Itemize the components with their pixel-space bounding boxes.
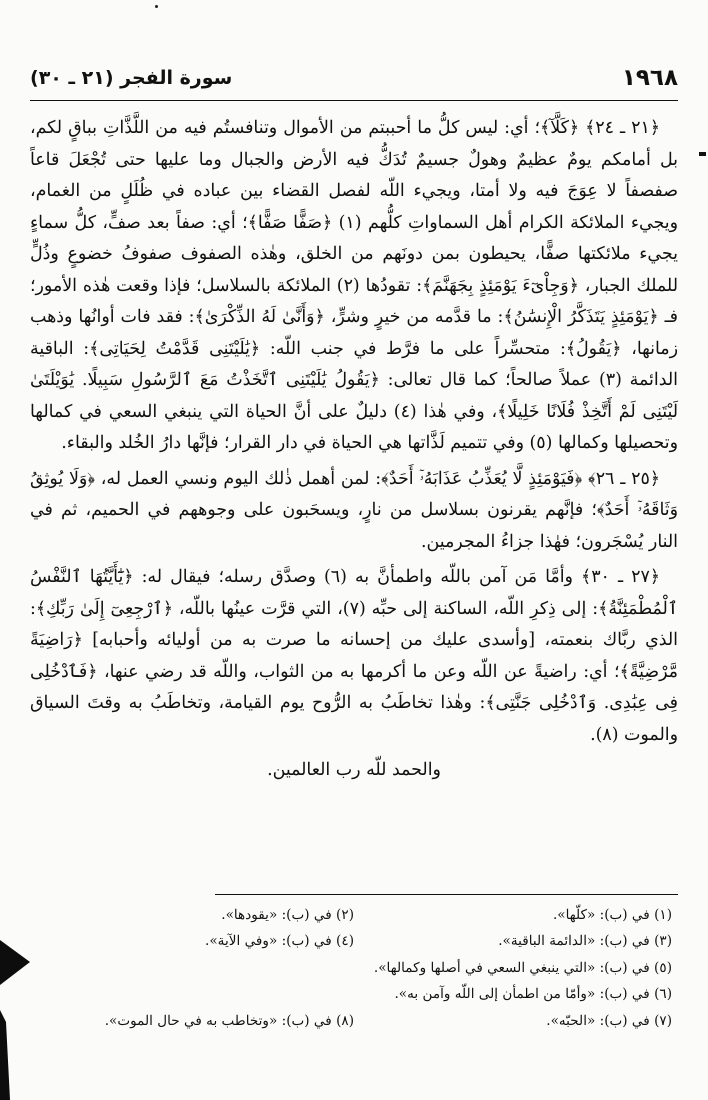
paragraph-verses-27-30: ﴿٢٧ ـ ٣٠﴾ وأمَّا مَن آمن باللّه واطمأنَّ به (٦) وصدَّق رسله؛ فيقال له: ﴿يَٰٓأَيَّتُهَا ٱلنَّفْسُ ٱلْمُطْمَئِنَّةُ﴾: إلى ذِكرِ اللّه، الساكنة إلى حبِّه (٧)، التي قرَّت عينُها باللّه، ﴿ٱرْجِعِىٓ إِلَىٰ رَبِّكِ﴾: الذي ربَّاك بنعمته، [وأسدى عليك من إحسانه ما صرت به من أوليائه وأحبابه] ﴿رَاضِيَةً مَّرْضِيَّةً﴾؛ أي: راضيةً عن اللّه وعن ما أكرمها به من الثواب، واللّه قد رضي عنها، ﴿فَٱدْخُلِى فِى عِبَٰدِى. وَٱدْخُلِى جَنَّتِى﴾: وهٰذا تخاطَبُ به الرُّوح يوم القيامة، وتخاطَبُ به وقتَ السياق والموت (٨). (30, 567, 678, 745)
footnote-7: (٧) في (ب): «الحبّه». (546, 1012, 672, 1029)
surah-title: سورة الفجر (٢١ ـ ٣٠) (30, 67, 233, 89)
commentary-body (30, 113, 678, 787)
closing-line: والحمد للّه رب العالمين. (267, 760, 441, 780)
binding-shadow-lower (0, 1010, 10, 1100)
footnote-3: (٣) في (ب): «الدائمة الباقية». (498, 933, 672, 950)
footnote-4: (٤) في (ب): «وفي الآية». (205, 933, 354, 950)
page-number: ١٩٦٨ (621, 65, 678, 91)
paragraph-verses-21-24: ﴿٢١ ـ ٢٤﴾ ﴿كَلَّآ﴾؛ أي: ليس كلُّ ما أحببتم من الأموال وتنافستُم فيه من اللَّذَّاتِ بباقٍ لكم، بل أمامكم يومٌ عظيمٌ وهولٌ جسيمٌ تُدَكُّ فيه الأرض والجبال وما عليها حتى تُجْعَلَ قاعاً صفصفاً لا عِوَجَ فيه ولا أمتا، ويجيء اللّه لفصل القضاء بين عباده في ظُلَلٍ من الغمام، ويجيء الملائكة الكرام أهل السماواتِ كلُّهم (١) ﴿صَفًّا صَفًّا﴾؛ أي: صفاً بعد صفٍّ، كلُّ سماءٍ يجيء ملائكتها صفًّا، يحيطون بمن دونَهم من الخلق، وهٰذه الصفوف صفوفُ خضوعٍ وذُلٍّ للملك الجبار، ﴿وَجِاْىٓءَ يَوْمَئِذٍ بِجَهَنَّمَ﴾: تقودُها (٢) الملائكة بالسلاسل؛ فإذا وقعت هٰذه الأمور؛ فـ ﴿يَوْمَئِذٍ يَتَذَكَّرُ الْإِنسَٰنُ﴾: ما قدَّمه من خيرٍ وشرٍّ، ﴿وَأَنَّىٰ لَهُ الذِّكْرَىٰ﴾: فقد فات أوانُها وذهب زمانها، ﴿يَقُولُ﴾: متحسِّراً على ما فرَّط في جنب اللّه: ﴿يَٰلَيْتَنِى قَدَّمْتُ لِحَيَاتِى﴾: الباقية الدائمة (٣) عملاً صالحاً؛ كما قال تعالى: ﴿يَقُولُ يَٰلَيْتَنِى ٱتَّخَذْتُ مَعَ ٱلرَّسُولِ سَبِيلًا. يَٰوَيْلَتَىٰ لَيْتَنِى لَمْ أَتَّخِذْ فُلَانًا خَلِيلًا﴾، وفي هٰذا (٤) دليلٌ على أنَّ الحياة التي ينبغي السعي في كمالها وتحصيلها وكمالها (٥) وفي تتميم لَذَّاتها هي الحياة في دار القرار؛ فإنَّها دارُ الخُلد والبقاء. (30, 118, 678, 453)
paragraph-verses-25-26: ﴿٢٥ ـ ٢٦﴾ ﴿فَيَوْمَئِذٍ لَّا يُعَذِّبُ عَذَابَهُۥٓ أَحَدٌ﴾: لمن أهمل ذٰلك اليوم ونسي العمل له، ﴿وَلَا يُوثِقُ وَثَاقَهُۥٓ أَحَدٌ﴾؛ فإنَّهم يقرنون بسلاسل من نارٍ، ويسحَبون على وجوههم في الحميم، ثم في النار يُسْجَرون؛ فهٰذا جزاءُ المجرمين. (30, 468, 678, 552)
footnote-1: (١) في (ب): «كلّها». (552, 907, 672, 923)
footnote-5: (٥) في (ب): «التي ينبغي السعي في أصلها وكمالها». (373, 959, 672, 976)
header-rule (30, 100, 678, 101)
footnote-row (36, 1008, 672, 1034)
page-header (30, 58, 678, 98)
footnote-6: (٦) في (ب): «وأمّا من اطمأن إلى اللّه وآمن به». (394, 986, 672, 1003)
footnote-row (36, 902, 672, 928)
binding-shadow-upper (0, 940, 30, 985)
margin-mark (699, 152, 706, 156)
footnotes (36, 902, 672, 1034)
scan-speck (155, 5, 158, 8)
footnote-8: (٨) في (ب): «وتخاطب به في حال الموت». (104, 1012, 354, 1029)
footnote-row (36, 928, 672, 954)
footnote-rule (215, 894, 678, 895)
footnote-2: (٢) في (ب): «يقودها». (221, 907, 354, 923)
